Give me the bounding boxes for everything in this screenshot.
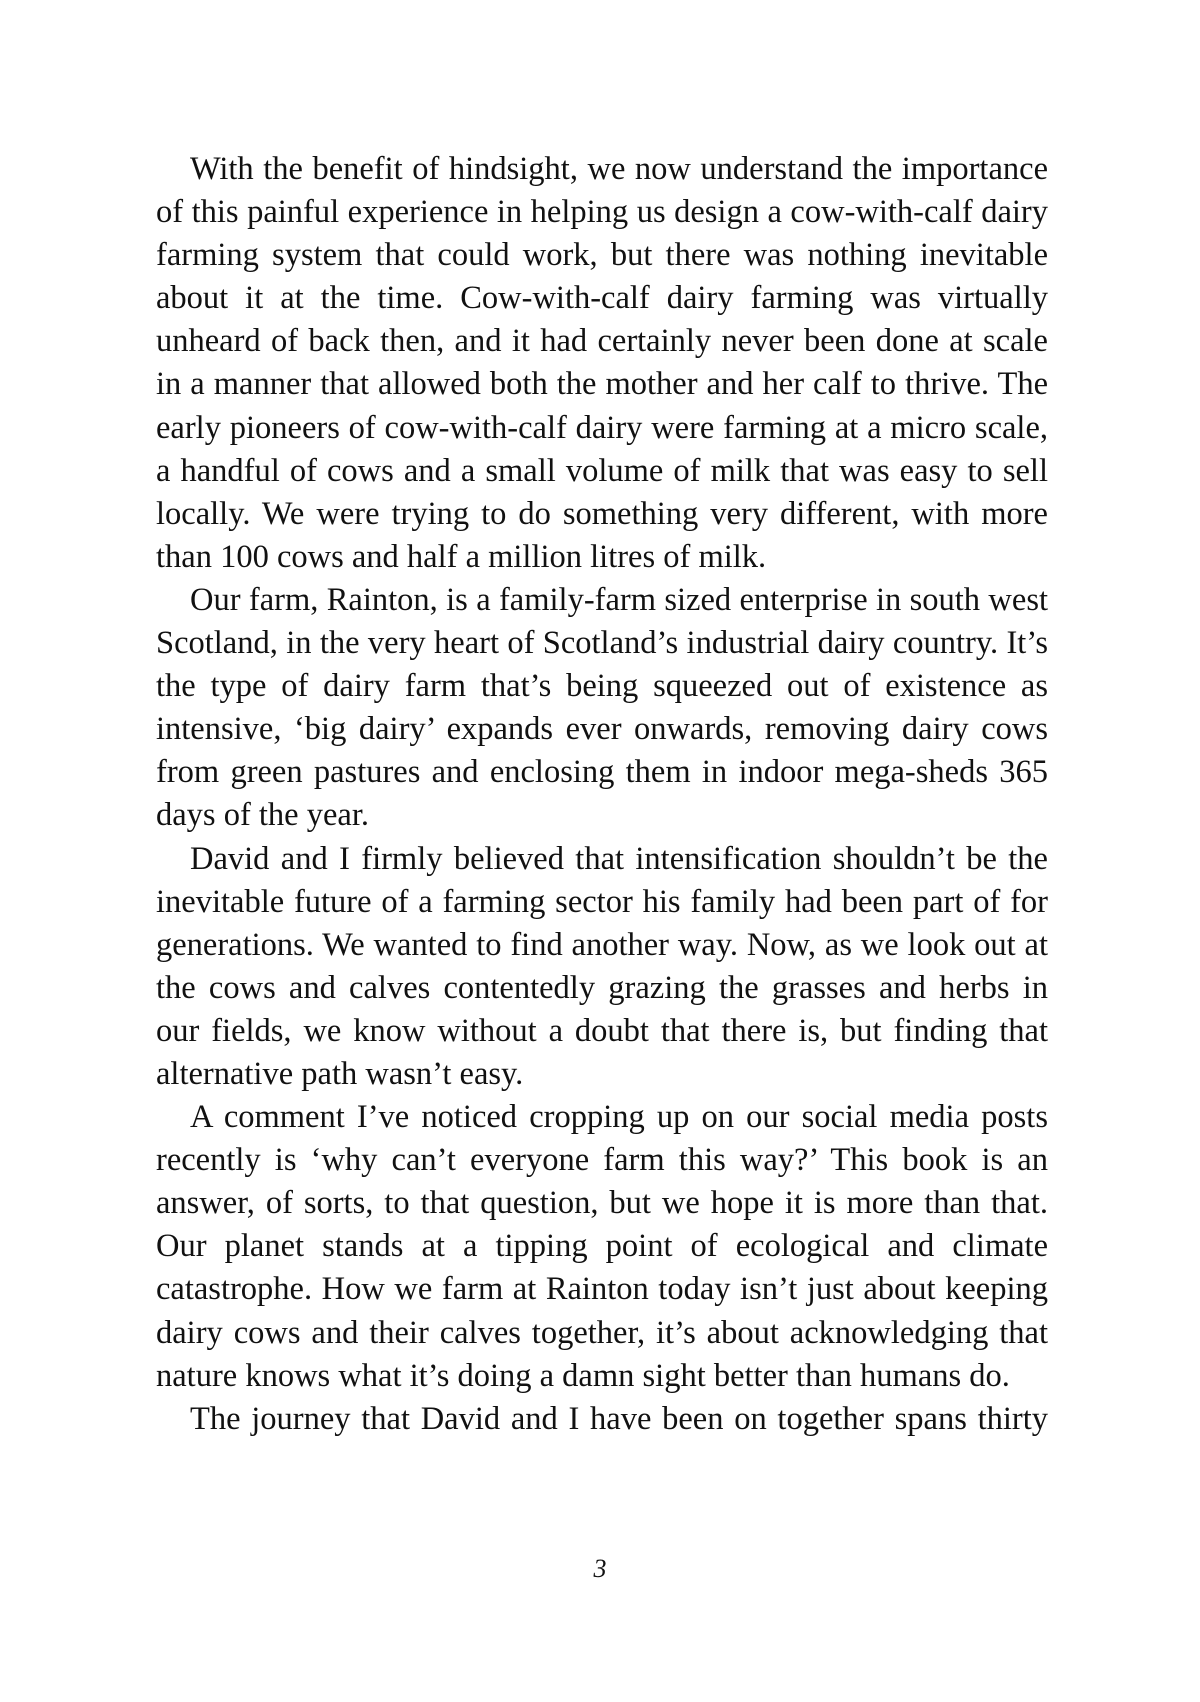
body-text <box>156 148 1048 1441</box>
paragraph-rainton-farm: Our farm, Rainton, is a family-farm sized enterprise in south west Scotland, in the very heart of Scotland’s industrial dairy country. It’s the type of dairy farm that’s being squeezed out of existence as intensive, ‘big dairy’ expands ever onwards, removing dairy cows from green pastures and enclosing them in indoor mega-sheds 365 days of the year. <box>156 581 1048 834</box>
paragraph-social-media-comment: A comment I’ve noticed cropping up on our social media posts recently is ‘why can’t everyone farm this way?’ This book is an answer, of sorts, to that question, but we hope it is more than that. Our planet stands at a tipping point of ecological and climate catastrophe. How we farm at Rainton today isn’t just about keeping dairy cows and their calves together, it’s about acknowledging that nature knows what it’s doing a damn sight better than humans do. <box>156 1099 1048 1394</box>
paragraph-journey: The journey that David and I have been on together spans thirty <box>190 1400 1048 1437</box>
page-number: 3 <box>593 1554 607 1583</box>
paragraph-intensification: David and I firmly believed that intensification shouldn’t be the inevitable future of a farming sector his family had been part of for generations. We wanted to find another way. Now, as we look out at the cows and calves contentedly grazing the grasses and herbs in our fields, we know without a doubt that there is, but finding that alternative path wasn’t easy. <box>156 840 1048 1092</box>
paragraph-hindsight: With the benefit of hindsight, we now understand the importance of this painful experience in helping us design a cow-with-calf dairy farming system that could work, but there was nothing inevitable about it at the time. Cow-with-calf dairy farming was virtually unheard of back then, and it had certainly never been done at scale in a manner that allowed both the mother and her calf to thrive. The early pioneers of cow-with-calf dairy were farming at a micro scale, a handful of cows and a small volume of milk that was easy to sell locally. We were trying to do something very different, with more than 100 cows and half a million litres of milk. <box>156 151 1048 575</box>
